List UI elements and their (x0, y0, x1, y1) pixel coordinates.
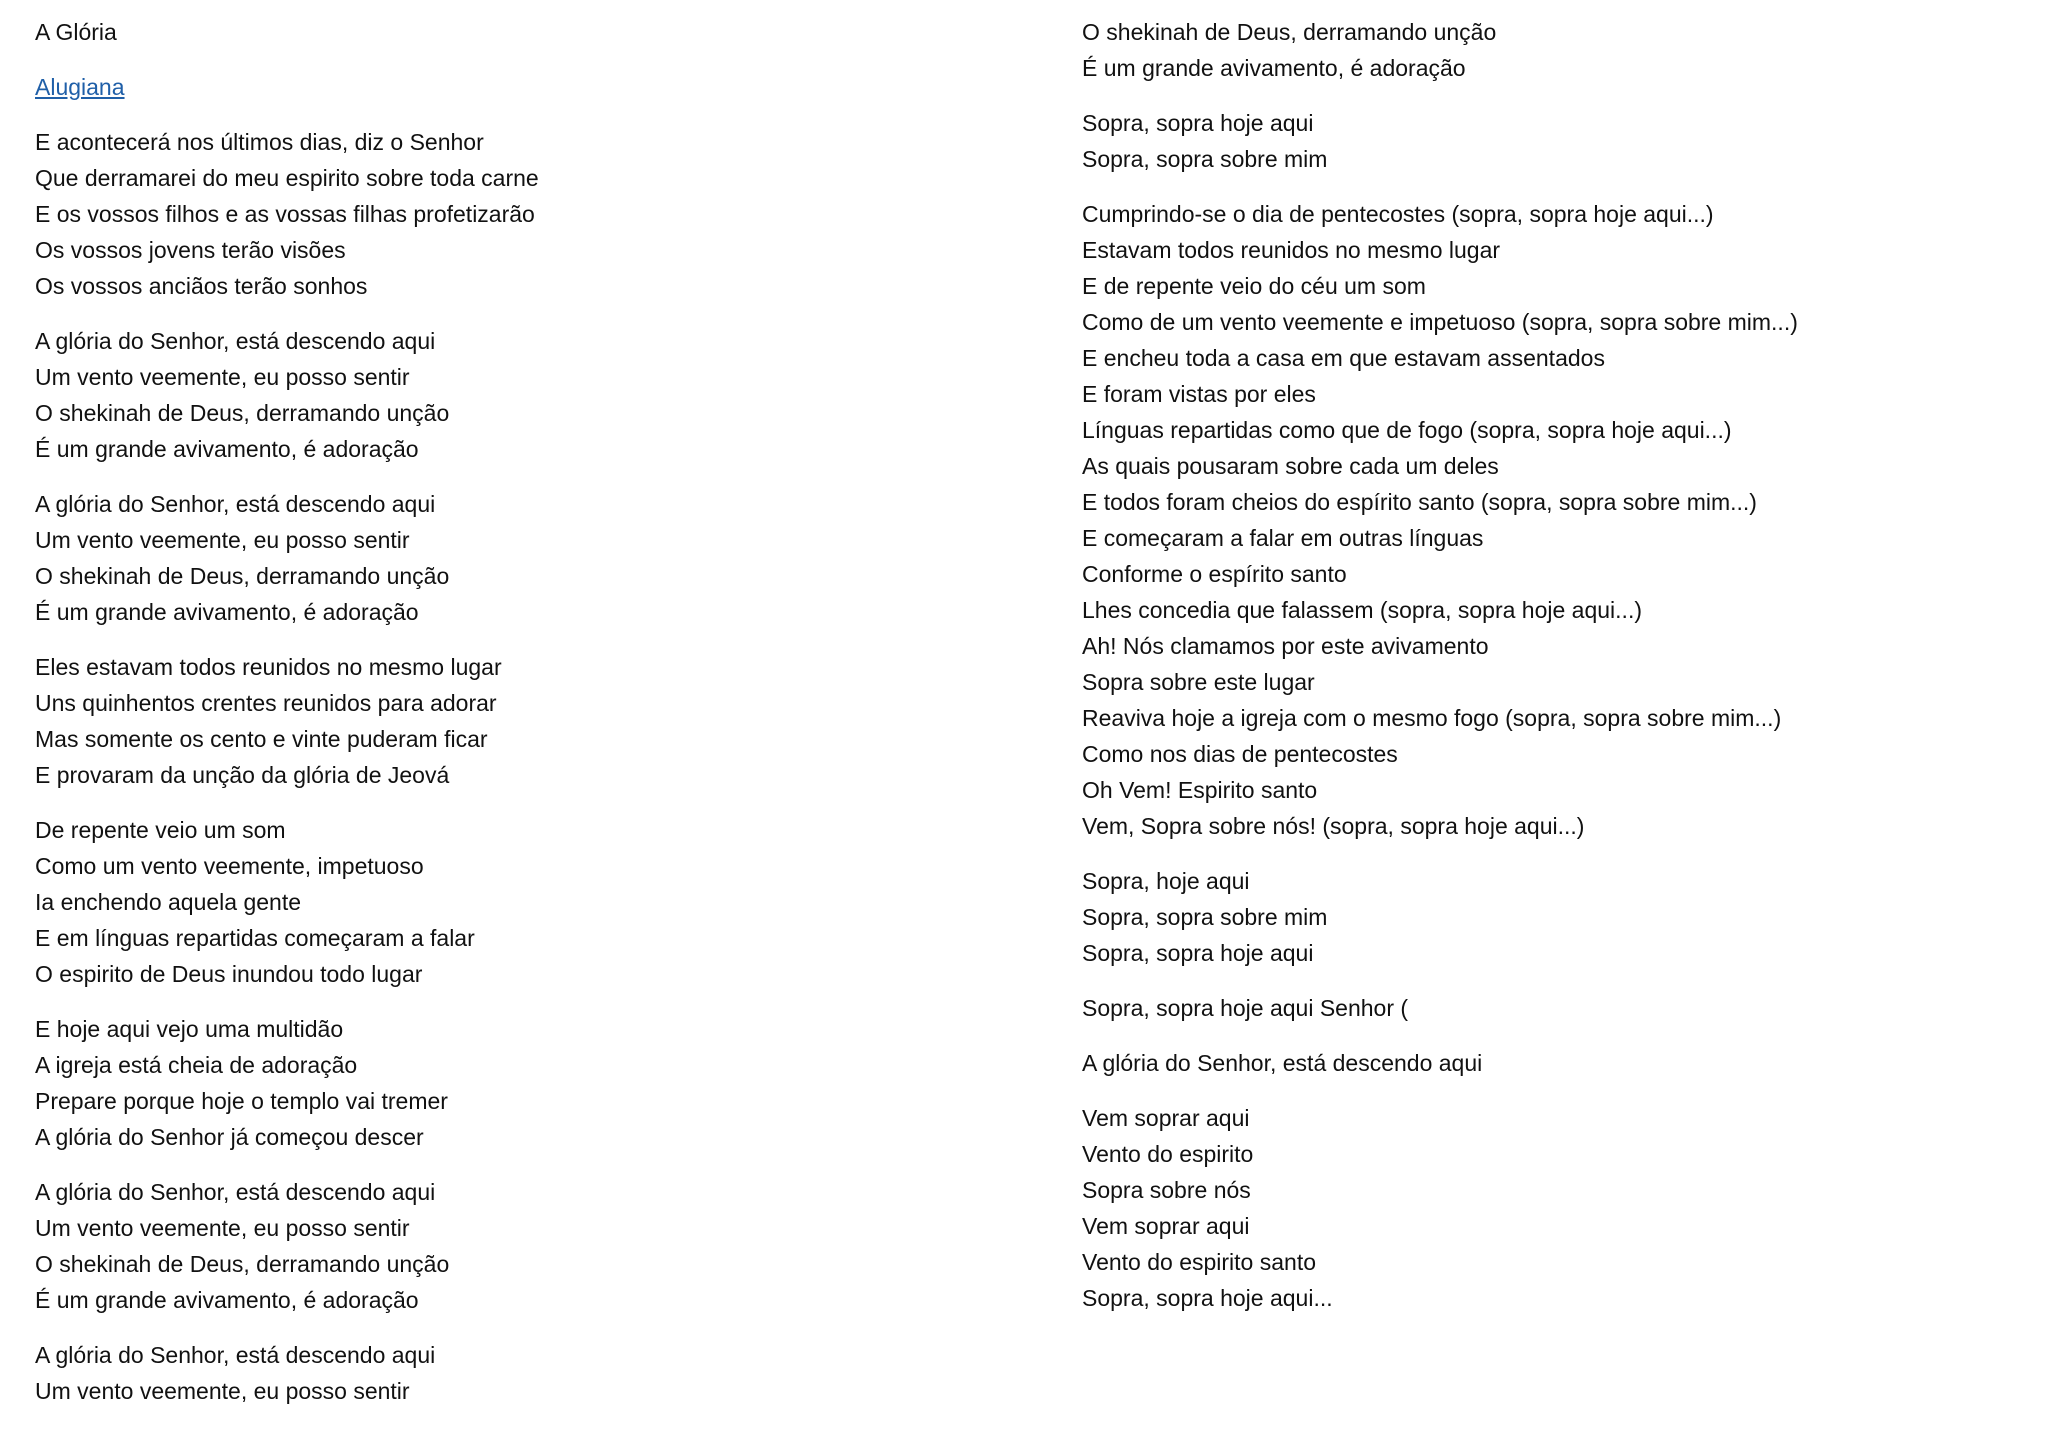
left-stanzas (35, 124, 1035, 1409)
lyric-line: Como nos dias de pentecostes (1082, 741, 1398, 767)
lyric-line: Lhes concedia que falassem (sopra, sopra hoje aqui...) (1082, 597, 1642, 623)
lyric-line: Um vento veemente, eu posso sentir (35, 527, 410, 553)
lyric-stanza (1082, 863, 2032, 971)
lyric-line: Eles estavam todos reunidos no mesmo lugar (35, 654, 502, 680)
lyric-line: De repente veio um som (35, 817, 286, 843)
lyric-line: Um vento veemente, eu posso sentir (35, 364, 410, 390)
lyric-line: Prepare porque hoje o templo vai tremer (35, 1088, 448, 1114)
lyric-line: O espirito de Deus inundou todo lugar (35, 961, 423, 987)
lyric-stanza (1082, 196, 2032, 844)
lyric-line: É um grande avivamento, é adoração (35, 599, 419, 625)
lyric-stanza (35, 1174, 1035, 1318)
lyric-line: Cumprindo-se o dia de pentecostes (sopra, sopra hoje aqui...) (1082, 201, 1714, 227)
lyric-line: E começaram a falar em outras línguas (1082, 525, 1484, 551)
lyric-line: Reaviva hoje a igreja com o mesmo fogo (sopra, sopra sobre mim...) (1082, 705, 1782, 731)
lyric-line: As quais pousaram sobre cada um deles (1082, 453, 1499, 479)
lyric-line: Um vento veemente, eu posso sentir (35, 1215, 410, 1241)
lyric-line: Ia enchendo aquela gente (35, 889, 302, 915)
lyric-line: O shekinah de Deus, derramando unção (1082, 19, 1497, 45)
lyric-stanza (35, 812, 1035, 992)
lyric-line: Como um vento veemente, impetuoso (35, 853, 424, 879)
lyric-line: A glória do Senhor, está descendo aqui (35, 328, 436, 354)
lyric-line: É um grande avivamento, é adoração (1082, 55, 1466, 81)
lyric-stanza (1082, 1045, 2032, 1081)
lyric-line: A glória do Senhor já começou descer (35, 1124, 424, 1150)
lyric-line: Sopra, sopra hoje aqui... (1082, 1285, 1333, 1311)
left-column (35, 14, 1035, 1428)
lyric-line: E em línguas repartidas começaram a falar (35, 925, 475, 951)
lyric-line: É um grande avivamento, é adoração (35, 1287, 419, 1313)
lyric-line: Vem, Sopra sobre nós! (sopra, sopra hoje aqui...) (1082, 813, 1585, 839)
lyric-line: A glória do Senhor, está descendo aqui (35, 1179, 436, 1205)
lyric-line: A glória do Senhor, está descendo aqui (1082, 1050, 1483, 1076)
lyric-stanza (35, 1337, 1035, 1409)
lyric-line: E foram vistas por eles (1082, 381, 1316, 407)
lyric-line: Sopra, sopra sobre mim (1082, 146, 1328, 172)
lyric-stanza (35, 486, 1035, 630)
song-title: A Glória (35, 19, 117, 45)
lyric-line: Mas somente os cento e vinte puderam ficar (35, 726, 488, 752)
lyric-line: E provaram da unção da glória de Jeová (35, 762, 450, 788)
lyric-line: Os vossos anciãos terão sonhos (35, 273, 368, 299)
lyric-line: E hoje aqui vejo uma multidão (35, 1016, 344, 1042)
lyric-stanza (35, 1011, 1035, 1155)
lyric-line: A igreja está cheia de adoração (35, 1052, 358, 1078)
lyric-line: E acontecerá nos últimos dias, diz o Senhor (35, 129, 484, 155)
lyric-line: E encheu toda a casa em que estavam assentados (1082, 345, 1605, 371)
lyric-line: Os vossos jovens terão visões (35, 237, 346, 263)
lyric-line: Oh Vem! Espirito santo (1082, 777, 1318, 803)
lyric-line: O shekinah de Deus, derramando unção (35, 400, 450, 426)
lyric-line: E todos foram cheios do espírito santo (sopra, sopra sobre mim...) (1082, 489, 1757, 515)
lyric-line: Sopra, sopra hoje aqui Senhor ( (1082, 995, 1409, 1021)
lyric-line: Sopra, sopra hoje aqui (1082, 940, 1314, 966)
lyric-line: E de repente veio do céu um som (1082, 273, 1426, 299)
lyric-line: Conforme o espírito santo (1082, 561, 1347, 587)
lyric-line: Como de um vento veemente e impetuoso (sopra, sopra sobre mim...) (1082, 309, 1798, 335)
lyric-stanza (1082, 105, 2032, 177)
lyric-line: A glória do Senhor, está descendo aqui (35, 1342, 436, 1368)
lyric-line: E os vossos filhos e as vossas filhas profetizarão (35, 201, 535, 227)
lyric-line: Sopra, hoje aqui (1082, 868, 1250, 894)
lyric-line: Sopra, sopra sobre mim (1082, 904, 1328, 930)
lyric-line: O shekinah de Deus, derramando unção (35, 1251, 450, 1277)
lyric-line: Vento do espirito santo (1082, 1249, 1316, 1275)
lyric-line: O shekinah de Deus, derramando unção (35, 563, 450, 589)
right-column (1082, 14, 2032, 1335)
lyric-stanza (1082, 14, 2032, 86)
lyric-line: Sopra sobre este lugar (1082, 669, 1315, 695)
lyric-line: A glória do Senhor, está descendo aqui (35, 491, 436, 517)
lyric-line: Sopra, sopra hoje aqui (1082, 110, 1314, 136)
author-link[interactable]: Alugiana (35, 74, 125, 100)
lyric-stanza (35, 649, 1035, 793)
lyric-stanza (35, 124, 1035, 304)
lyric-line: Línguas repartidas como que de fogo (sopra, sopra hoje aqui...) (1082, 417, 1732, 443)
lyric-stanza (1082, 1100, 2032, 1316)
lyric-line: Vento do espirito (1082, 1141, 1254, 1167)
lyric-line: Que derramarei do meu espirito sobre toda carne (35, 165, 539, 191)
lyric-stanza (1082, 990, 2032, 1026)
lyric-line: Sopra sobre nós (1082, 1177, 1251, 1203)
right-stanzas (1082, 14, 2032, 1316)
lyric-stanza (35, 323, 1035, 467)
lyric-line: Um vento veemente, eu posso sentir (35, 1378, 410, 1404)
lyric-line: Uns quinhentos crentes reunidos para adorar (35, 690, 497, 716)
lyric-line: Estavam todos reunidos no mesmo lugar (1082, 237, 1501, 263)
lyric-line: Ah! Nós clamamos por este avivamento (1082, 633, 1489, 659)
lyric-line: É um grande avivamento, é adoração (35, 436, 419, 462)
lyric-line: Vem soprar aqui (1082, 1213, 1250, 1239)
lyric-line: Vem soprar aqui (1082, 1105, 1250, 1131)
